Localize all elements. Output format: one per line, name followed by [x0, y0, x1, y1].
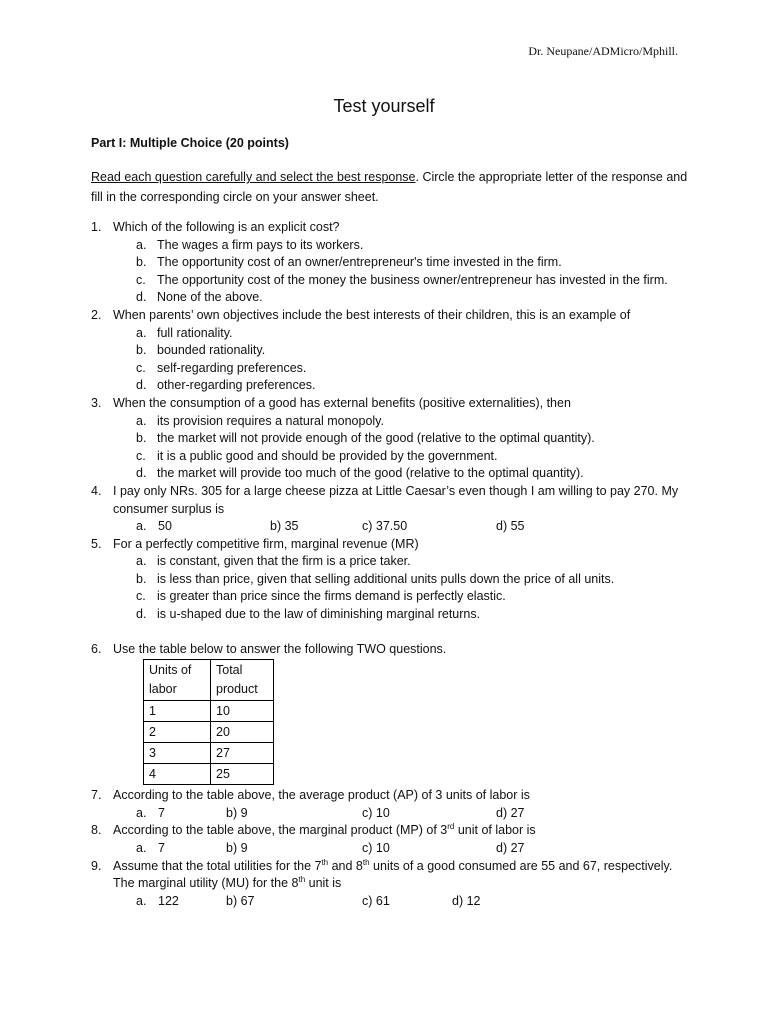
option-d[interactable]: d. None of the above.: [136, 290, 263, 305]
option-a-letter[interactable]: a.: [136, 805, 147, 820]
instructions-underlined: Read each question carefully and select the best response: [91, 170, 416, 184]
option-c[interactable]: c. it is a public good and should be provided by the government.: [136, 448, 498, 463]
question-number: 9.: [91, 858, 102, 873]
table-cell: 4: [144, 764, 211, 785]
question-text: When parents’ own objectives include the best interests of their children, this is an example of: [113, 307, 631, 322]
option-d[interactable]: d) 55: [496, 519, 525, 534]
question-text: For a perfectly competitive firm, marginal revenue (MR): [113, 536, 419, 551]
question-number: 2.: [91, 307, 102, 322]
question-8: [91, 822, 691, 857]
question-text: When the consumption of a good has external benefits (positive externalities), then: [113, 395, 571, 410]
question-number: 1.: [91, 220, 102, 234]
option-c[interactable]: c. The opportunity cost of the money the business owner/entrepreneur has invested in the firm.: [136, 272, 668, 287]
question-number: 8.: [91, 823, 102, 838]
table-cell: 27: [211, 743, 274, 764]
option-c[interactable]: c) 10: [362, 805, 390, 820]
option-a-value[interactable]: 7: [158, 805, 165, 820]
option-a-letter[interactable]: a.: [136, 519, 147, 534]
question-6: [91, 641, 691, 786]
question-number: 6.: [91, 641, 102, 656]
option-a[interactable]: a. The wages a firm pays to its workers.: [136, 237, 364, 252]
instructions-rest: . Circle the appropriate letter of the response and fill in the corresponding circle on your answer sheet.: [91, 170, 688, 204]
table-cell: 20: [211, 722, 274, 743]
option-a-letter[interactable]: a.: [136, 841, 147, 856]
option-b[interactable]: b. The opportunity cost of an owner/entrepreneur's time invested in the firm.: [136, 255, 562, 270]
spacer: [91, 624, 691, 641]
option-d[interactable]: d) 27: [496, 841, 525, 856]
option-a-value[interactable]: 122: [158, 893, 179, 908]
option-c[interactable]: c) 10: [362, 841, 390, 856]
option-a-value[interactable]: 50: [158, 519, 172, 534]
table-cell: 1: [144, 701, 211, 722]
option-d[interactable]: d. other-regarding preferences.: [136, 378, 316, 393]
option-d[interactable]: d. the market will provide too much of the good (relative to the optimal quantity).: [136, 466, 584, 481]
table-cell: 10: [211, 701, 274, 722]
inline-options: [136, 518, 691, 536]
question-3: [91, 395, 691, 483]
table-cell: 25: [211, 764, 274, 785]
question-number: 7.: [91, 788, 102, 803]
option-b[interactable]: b. the market will not provide enough of the good (relative to the optimal quantity).: [136, 431, 595, 446]
question-number: 4.: [91, 483, 102, 498]
question-number: 3.: [91, 395, 102, 410]
question-text: According to the table above, the marginal product (MP) of 3rd unit of labor is: [113, 822, 536, 838]
table-cell: 2: [144, 722, 211, 743]
question-text: Assume that the total utilities for the 7th and 8th units of a good consumed are 55 and 67, respectively. The marginal utility (MU) for the 8th unit is: [113, 857, 673, 891]
header-author: Dr. Neupane/ADMicro/Mphill.: [528, 44, 678, 58]
table-cell: 3: [144, 743, 211, 764]
question-4: [91, 483, 691, 536]
question-2: [91, 307, 691, 395]
instructions: [91, 167, 691, 207]
option-b[interactable]: b) 9: [226, 841, 248, 856]
option-c[interactable]: c) 37.50: [362, 519, 408, 534]
product-table: [143, 659, 274, 785]
question-5: [91, 536, 691, 624]
question-text: Which of the following is an explicit cost?: [113, 220, 340, 234]
part-heading: Part I: Multiple Choice (20 points): [91, 136, 289, 150]
question-9: [91, 858, 691, 911]
option-a-letter[interactable]: a.: [136, 893, 147, 908]
table-row: [144, 701, 274, 722]
option-d[interactable]: d. is u-shaped due to the law of diminishing marginal returns.: [136, 607, 481, 622]
option-a-value[interactable]: 7: [158, 841, 165, 856]
question-number: 5.: [91, 536, 102, 551]
option-c[interactable]: c. self-regarding preferences.: [136, 360, 307, 375]
table-row: [144, 743, 274, 764]
table-row: [144, 764, 274, 785]
option-b[interactable]: b. bounded rationality.: [136, 343, 266, 358]
question-7: [91, 787, 691, 822]
option-b[interactable]: b) 9: [226, 805, 248, 820]
question-text: Use the table below to answer the following TWO questions.: [113, 641, 447, 656]
option-a[interactable]: a. is constant, given that the firm is a price taker.: [136, 554, 411, 569]
question-list: [91, 219, 691, 910]
table-row: [144, 722, 274, 743]
question-text: I pay only NRs. 305 for a large cheese pizza at Little Caesar’s even though I am willing to pay 270. My consumer surplus is: [113, 483, 679, 516]
option-b[interactable]: b) 67: [226, 893, 255, 908]
inline-options: [136, 840, 691, 858]
option-c[interactable]: c. is greater than price since the firms demand is perfectly elastic.: [136, 589, 506, 604]
option-a[interactable]: a. its provision requires a natural monopoly.: [136, 413, 384, 428]
option-d[interactable]: d) 27: [496, 805, 525, 820]
option-b[interactable]: b) 35: [270, 519, 299, 534]
inline-options: [136, 805, 691, 823]
header-total-product: Total product: [211, 660, 274, 701]
question-text: According to the table above, the average product (AP) of 3 units of labor is: [113, 788, 530, 803]
header-units-of-labor: Units of labor: [144, 660, 211, 701]
inline-options: [136, 893, 691, 911]
table-header-row: [144, 660, 274, 701]
option-a[interactable]: a. full rationality.: [136, 325, 233, 340]
question-1: [91, 219, 691, 307]
option-c[interactable]: c) 61: [362, 893, 390, 908]
option-b[interactable]: b. is less than price, given that selling additional units pulls down the price of all units.: [136, 571, 615, 586]
page-title: Test yourself: [333, 96, 435, 116]
option-d[interactable]: d) 12: [452, 893, 481, 908]
